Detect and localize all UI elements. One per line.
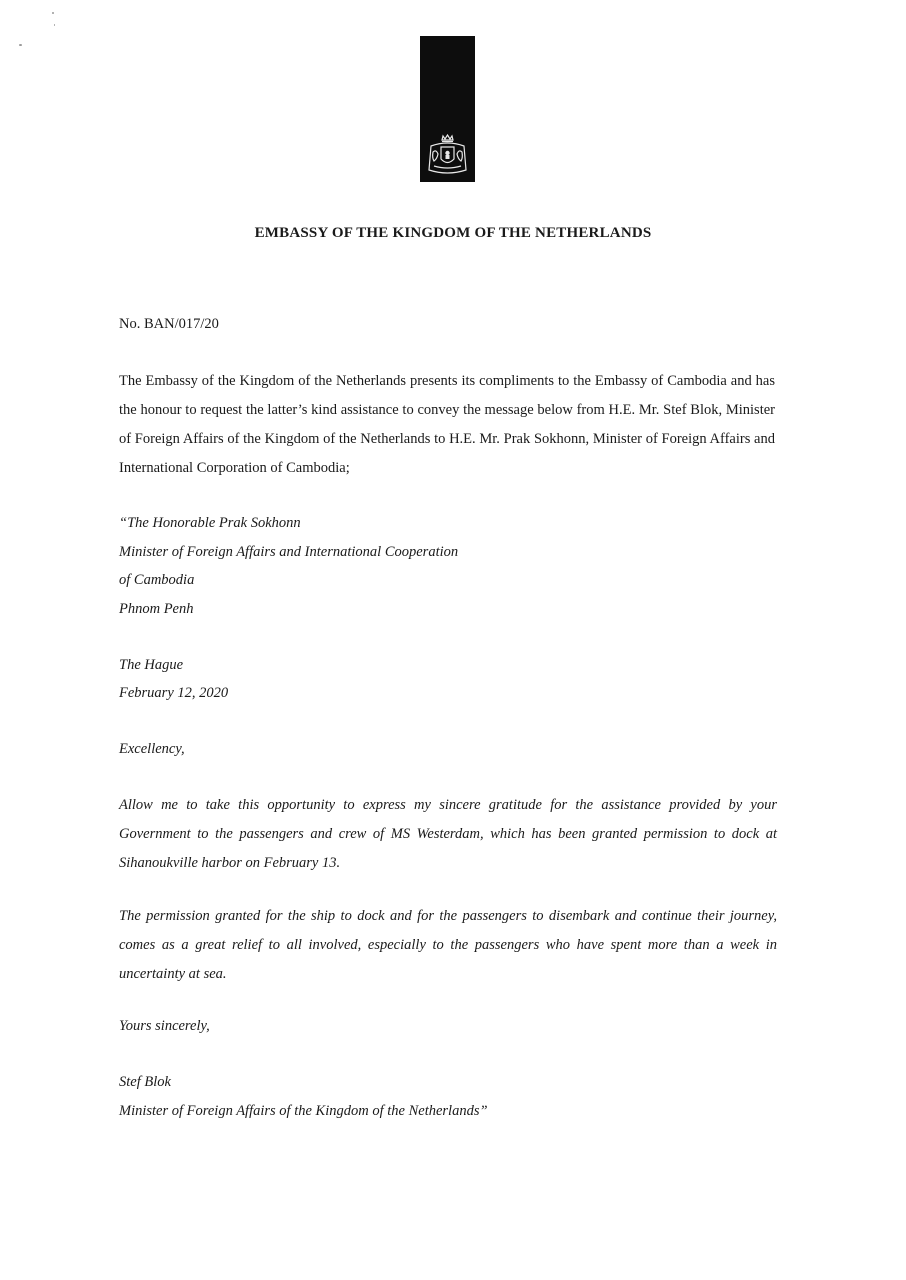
scan-speck xyxy=(52,12,54,14)
emblem-banner xyxy=(420,36,475,182)
scan-speck xyxy=(54,24,55,26)
scan-speck xyxy=(19,44,22,46)
netherlands-coat-of-arms-icon xyxy=(425,132,470,176)
letter-date: February 12, 2020 xyxy=(119,685,229,701)
signatory-name: Stef Blok xyxy=(119,1074,171,1090)
recipient-line: Minister of Foreign Affairs and International Cooperation xyxy=(119,544,459,560)
closing: Yours sincerely, xyxy=(119,1018,210,1034)
letter-paragraph: The permission granted for the ship to dock and for the passengers to disembark and continue their journey, comes as a great relief to all involved, especially to the passengers who have spent more than a week in uncertainty at sea. xyxy=(119,908,777,982)
recipient-line: Phnom Penh xyxy=(119,601,194,617)
letter-place: The Hague xyxy=(119,657,184,673)
note-reference: No. BAN/017/20 xyxy=(119,316,219,332)
recipient-line: “The Honorable Prak Sokhonn xyxy=(119,515,301,531)
letter-paragraph: Allow me to take this opportunity to express my sincere gratitude for the assistance provided by your Government to the passengers and crew of MS Westerdam, which has been granted permission to dock at Sihanoukville harbor on February 13. xyxy=(119,797,777,871)
recipient-line: of Cambodia xyxy=(119,572,195,588)
signatory-title: Minister of Foreign Affairs of the Kingdom of the Netherlands” xyxy=(119,1103,488,1119)
note-intro-paragraph: The Embassy of the Kingdom of the Netherlands presents its compliments to the Embassy of Cambodia and has the honour to request the latter’s kind assistance to convey the message below from H.E. Mr. Stef Blok, Minister of Foreign Affairs of the Kingdom of the Netherlands to H.E. Mr. Prak Sokhonn, Minister of Foreign Affairs and International Corporation of Cambodia; xyxy=(119,373,775,476)
salutation: Excellency, xyxy=(119,741,185,757)
embassy-title: EMBASSY OF THE KINGDOM OF THE NETHERLANDS xyxy=(254,225,652,241)
